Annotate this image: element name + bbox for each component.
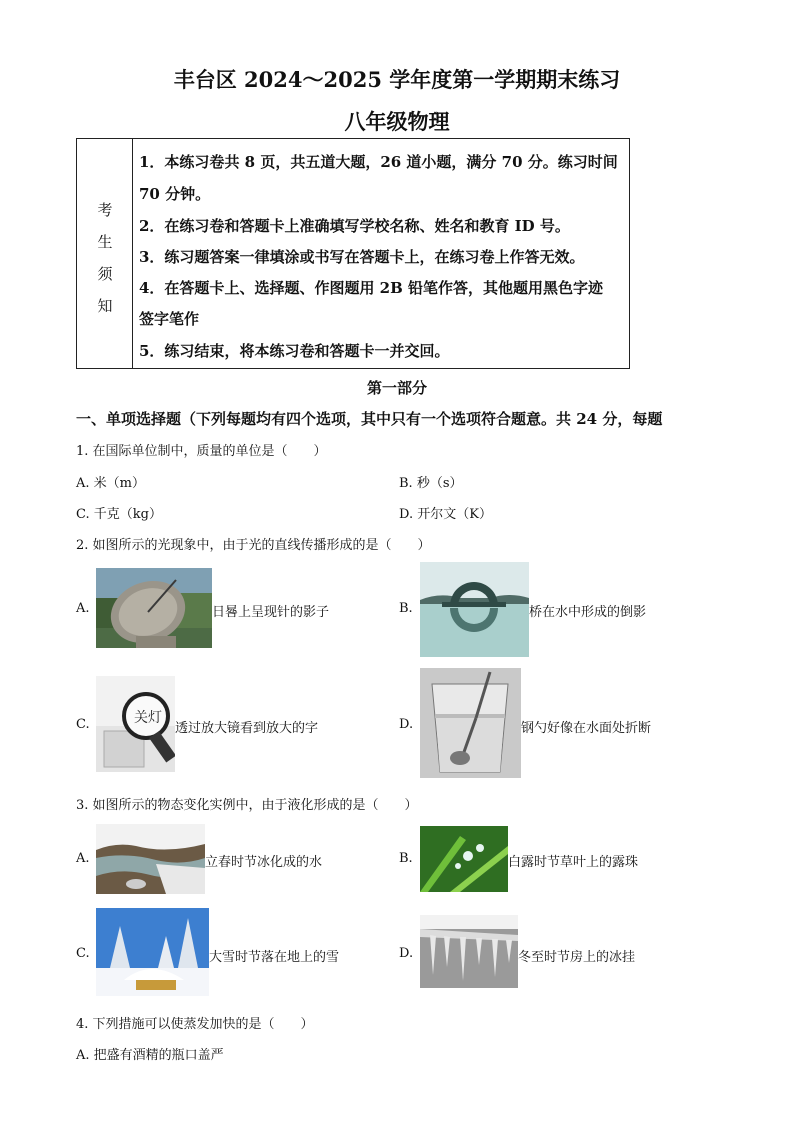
option-letter: C. [76,717,90,732]
melting-ice-icon [96,824,205,894]
icicles-icon [420,915,518,988]
option-text: 秒（s） [416,476,463,491]
question-stem: 2. 如图所示的光现象中，由于光的直线传播形成的是（ ） [76,538,431,553]
dew-icon [420,826,508,892]
option-caption: 钢勺好像在水面处折断 [521,721,652,736]
option-letter: C. [76,946,90,961]
option-caption: 日晷上呈现针的影子 [212,605,330,620]
option-d [399,503,492,522]
dew-on-grass-photo [420,826,508,892]
option-caption: 立春时节冰化成的水 [205,855,323,870]
option-letter: B. [399,476,413,491]
spoon-glass-icon [420,668,521,778]
part-heading: 第一部分 [366,379,427,397]
notice-line: 70 分钟。 [139,185,211,203]
option-letter: A. [76,851,90,866]
option-caption: 冬至时节房上的冰挂 [518,950,636,965]
option-a [76,1044,224,1063]
option-text: 米（m） [93,476,145,491]
option-a [76,472,145,491]
notice-line: 3．练习题答案一律填涂或书写在答题卡上，在练习卷上作答无效。 [139,248,585,266]
option-letter: A. [76,476,90,491]
sundial-icon [96,568,212,648]
notice-line: 2．在练习卷和答题卡上准确填写学校名称、姓名和教育 ID 号。 [139,217,570,235]
magnifier-icon [96,676,175,772]
notice-label-char: 须 [97,265,113,283]
exam-title: 丰台区 2024～2025 学年度第一学期期末练习 [173,67,621,92]
sundial-photo [96,568,212,648]
notice-line: 签字笔作 [139,310,200,328]
option-letter: A. [76,601,90,616]
notice-label-char: 生 [97,233,113,251]
magnifier-text: 关灯 [134,710,162,726]
option-letter: A. [76,1048,90,1063]
bridge-reflection-photo [420,562,529,657]
option-letter: B. [399,851,413,866]
bridge-icon [420,562,529,657]
option-letter: C. [76,507,90,522]
exam-subject: 八年级物理 [344,109,450,134]
option-caption: 桥在水中形成的倒影 [529,605,647,620]
notice-label-column [77,139,133,368]
notice-line: 1．本练习卷共 8 页，共五道大题，26 道小题，满分 70 分。练习时间 [139,153,618,171]
notice-line: 5．练习结束，将本练习卷和答题卡一并交回。 [139,342,450,360]
option-letter: D. [399,946,414,961]
question-stem: 1. 在国际单位制中，质量的单位是（ ） [76,444,327,459]
snow-forest-photo [96,908,209,996]
notice-label-char: 知 [97,297,113,315]
option-text: 开尔文（K） [417,507,492,522]
notice-line: 4．在答题卡上、选择题、作图题用 2B 铅笔作答，其他题用黑色字迹 [139,279,603,297]
option-caption: 透过放大镜看到放大的字 [175,721,319,736]
option-text: 千克（kg） [93,507,162,522]
option-c [76,503,162,522]
section-title: 一、单项选择题（下列每题均有四个选项，其中只有一个选项符合题意。共 24 分，每题 [76,410,663,428]
option-caption: 白露时节草叶上的露珠 [508,855,639,870]
melting-ice-stream-photo [96,824,205,894]
magnifier-photo [96,676,175,772]
question-stem: 4. 下列措施可以使蒸发加快的是（ ） [76,1017,314,1032]
notice-box [76,138,630,369]
option-caption: 大雪时节落在地上的雪 [209,950,340,965]
option-text: 把盛有酒精的瓶口盖严 [93,1048,224,1063]
option-letter: D. [399,717,414,732]
spoon-in-glass-photo [420,668,521,778]
question-stem: 3. 如图所示的物态变化实例中，由于液化形成的是（ ） [76,798,418,813]
option-b [399,472,463,491]
notice-label-char: 考 [97,201,113,219]
snow-forest-icon [96,908,209,996]
option-letter: D. [399,507,414,522]
icicles-photo [420,915,518,988]
option-letter: B. [399,601,413,616]
